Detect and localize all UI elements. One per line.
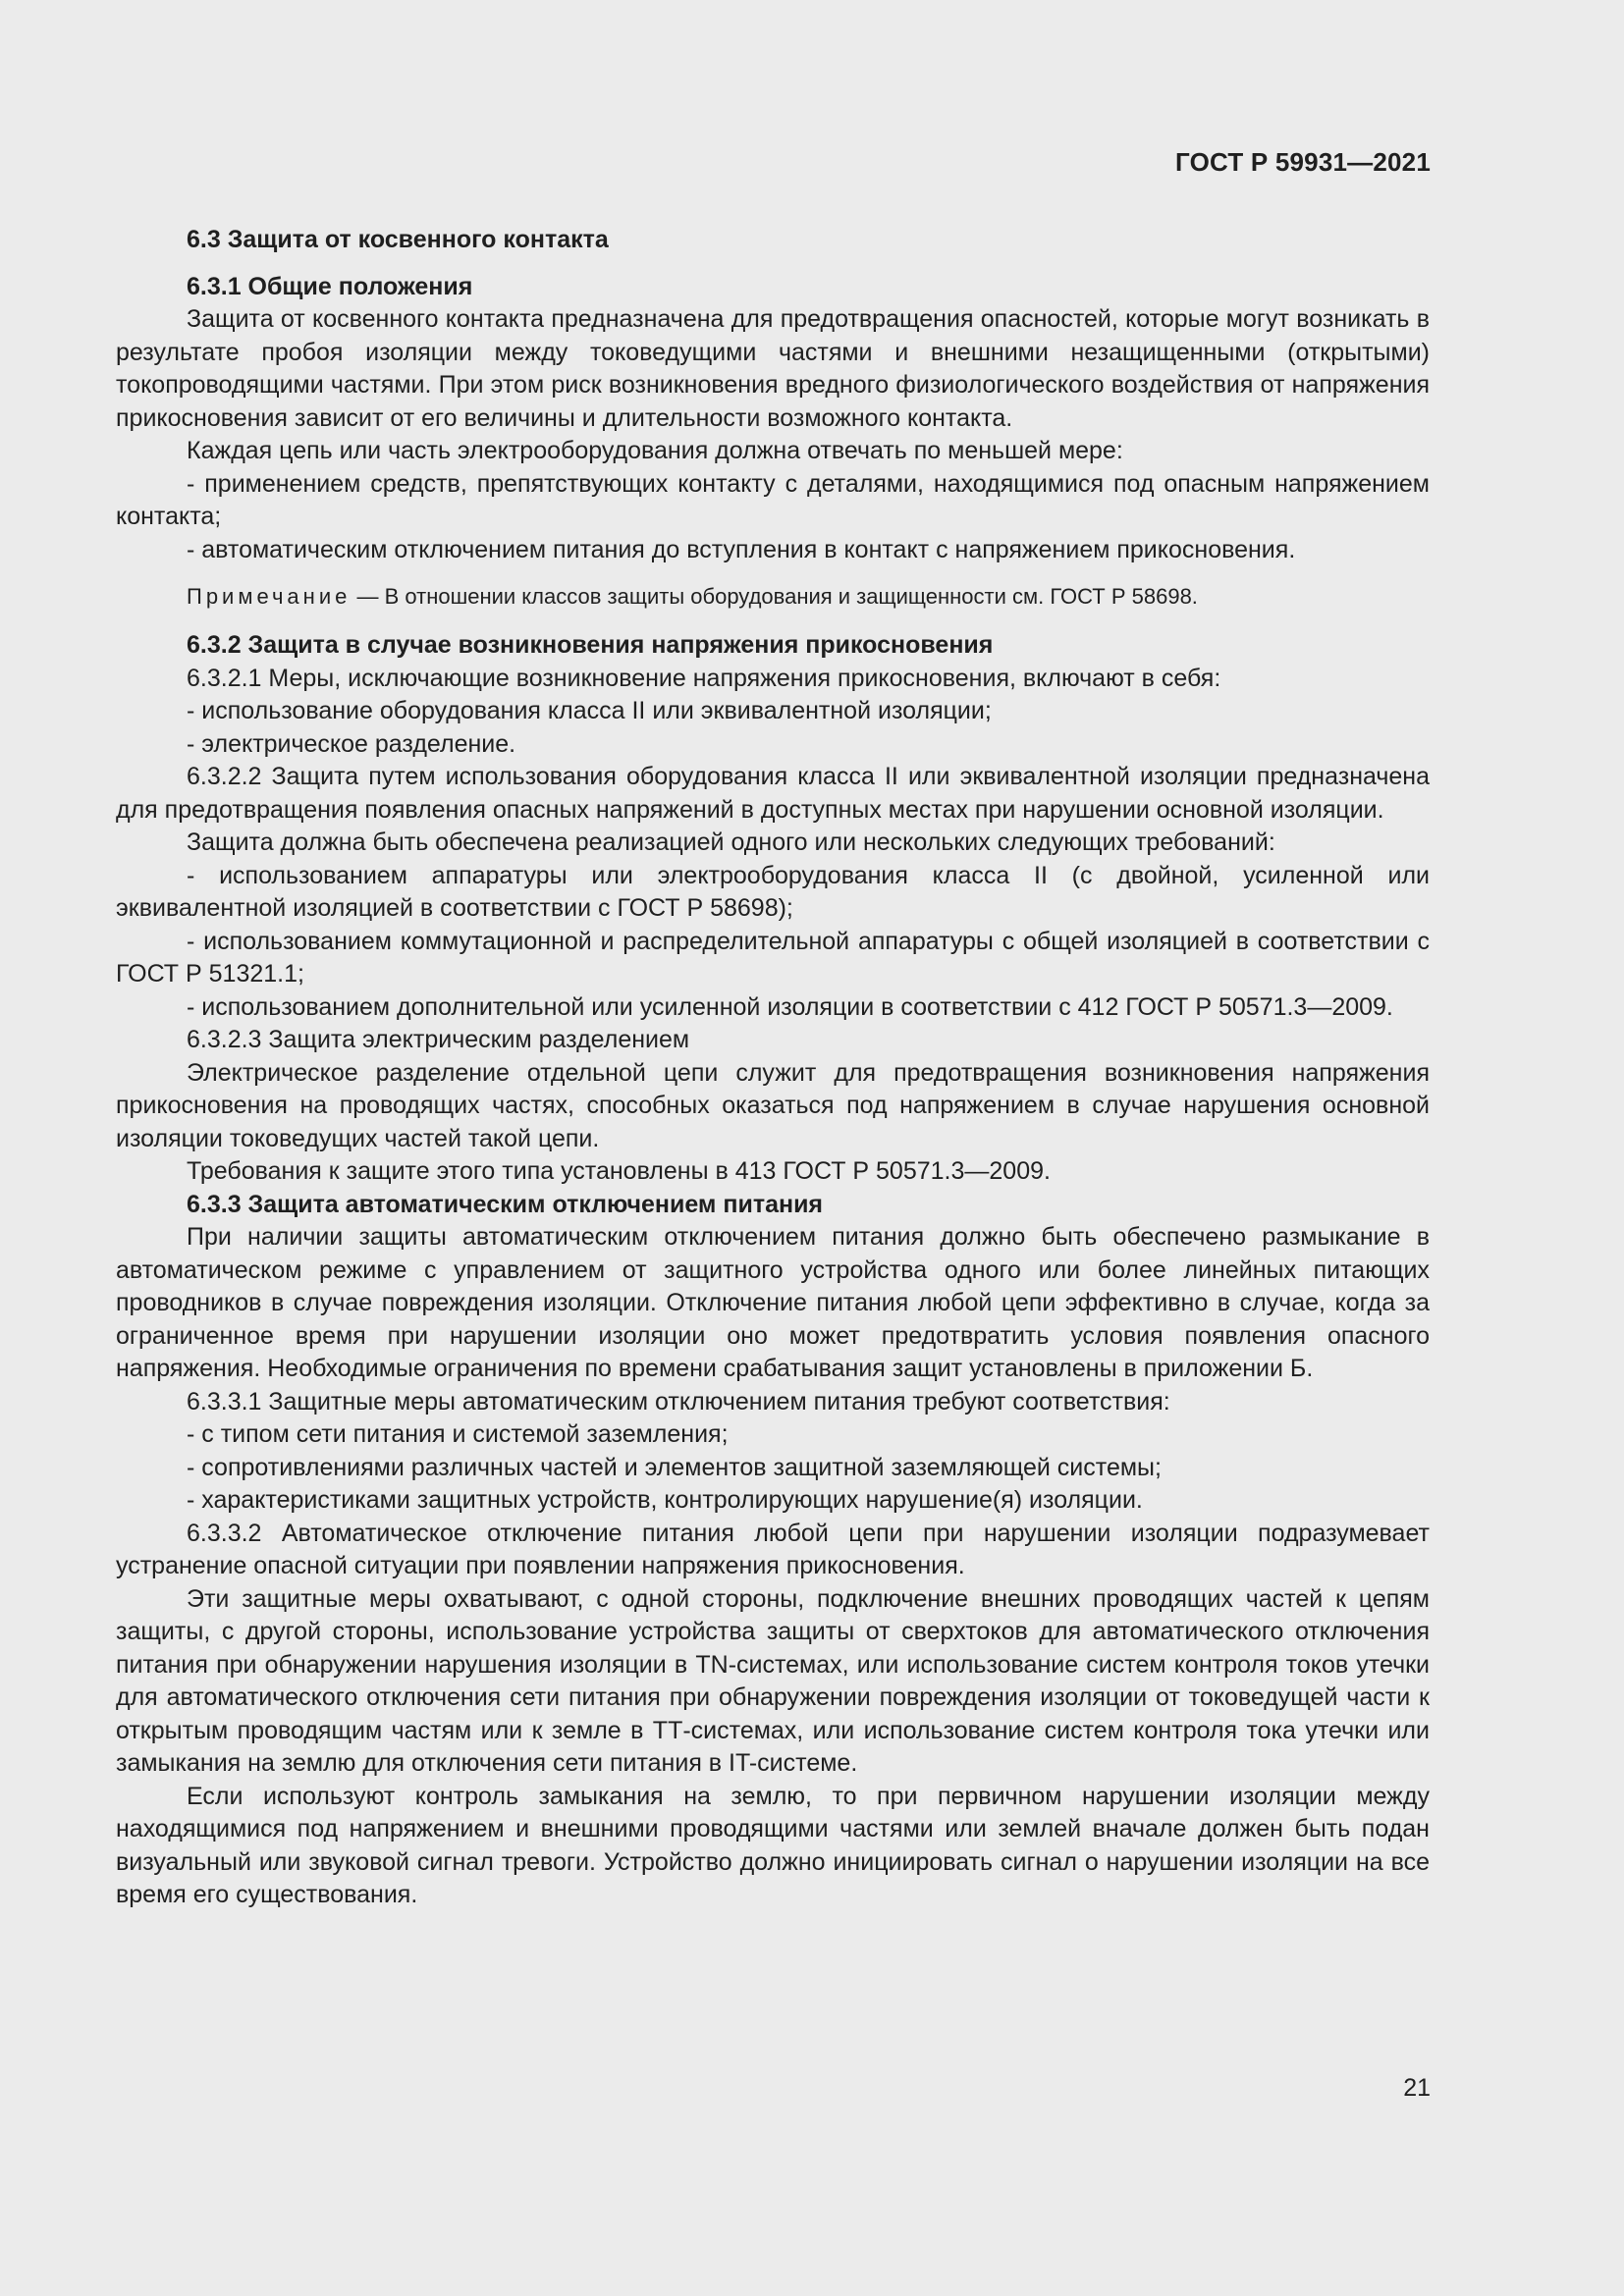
list-item: - применением средств, препятствующих контакту с деталями, находящимися под опасным напряжением контакта; [116, 469, 1430, 530]
list-item: - использование оборудования класса II или эквивалентной изоляции; [187, 697, 992, 724]
list-item: - использованием аппаратуры или электрооборудования класса II (с двойной, усиленной или эквивалентной изоляцией в соответствии с ГОСТ Р 58698); [116, 861, 1430, 922]
page-number: 21 [1403, 2074, 1431, 2102]
note [116, 582, 1430, 612]
paragraph: Эти защитные меры охватывают, с одной стороны, подключение внешних проводящих частей к цепям защиты, с другой стороны, использование устройства защиты от сверхтоков для автоматического отключения питания при обнаружении нарушения изоляции в TN-системах, или использование систем контроля токов утечки для автоматического отключения сети питания при обнаружении повреждения изоляции от токоведущей части к открытым проводящим частям или к земле в ТТ-системах, или использование систем контроля тока утечки или замыкания на землю для отключения сети питания в IT-системе. [116, 1584, 1430, 1777]
list-item: - с типом сети питания и системой заземления; [187, 1420, 729, 1448]
paragraph: Защита от косвенного контакта предназначена для предотвращения опасностей, которые могут возникать в результате пробоя изоляции между токоведущими частями и внешними незащищенными (открытыми) токопроводящими частями. При этом риск возникновения вредного физиологического воздействия от напряжения прикосновения зависит от его величины и длительности возможного контакта. [116, 305, 1430, 432]
paragraph: Электрическое разделение отдельной цепи служит для предотвращения возникновения напряжения прикосновения на проводящих частях, способных оказаться под напряжением в случае нарушения основной изоляции токоведущих частей такой цепи. [116, 1058, 1430, 1152]
paragraph: Каждая цепь или часть электрооборудования должна отвечать по меньшей мере: [187, 437, 1123, 464]
list-item: - автоматическим отключением питания до вступления в контакт с напряжением прикосновения. [187, 535, 1296, 563]
list-item: - использованием дополнительной или усиленной изоляции в соответствии с 412 ГОСТ Р 50571.3—2009. [187, 992, 1393, 1021]
document-number: ГОСТ Р 59931—2021 [1175, 147, 1431, 177]
paragraph: 6.3.3.1 Защитные меры автоматическим отключением питания требуют соответствия: [187, 1387, 1170, 1415]
note-label: Примечание [187, 584, 352, 609]
paragraph: При наличии защиты автоматическим отключением питания должно быть обеспечено размыкание в автоматическом режиме с управлением от защитного устройства одного или более линейных питающих проводников в случае повреждения изоляции. Отключение питания любой цепи эффективно в случае, когда за ограниченное время при нарушении изоляции оно может предотвратить условия появления опасного напряжения. Необходимые ограничения по времени срабатывания защит установлены в приложении Б. [116, 1223, 1430, 1382]
subsection-heading: 6.3.2 Защита в случае возникновения напряжения прикосновения [187, 631, 994, 659]
note-text: — В отношении классов защиты оборудования и защищенности см. ГОСТ Р 58698. [356, 584, 1198, 609]
paragraph: Если используют контроль замыкания на землю, то при первичном нарушении изоляции между находящимися под напряжением и внешними проводящими частями или землей вначале должен быть подан визуальный или звуковой сигнал тревоги. Устройство должно инициировать сигнал о нарушении изоляции на все время его существования. [116, 1782, 1430, 1908]
list-item: - использованием коммутационной и распределительной аппаратуры с общей изоляцией в соответствии с ГОСТ Р 51321.1; [116, 927, 1430, 988]
paragraph: 6.3.3.2 Автоматическое отключение питания любой цепи при нарушении изоляции подразумевает устранение опасной ситуации при появлении напряжения прикосновения. [116, 1519, 1430, 1579]
paragraph: Защита должна быть обеспечена реализацией одного или нескольких следующих требований: [187, 828, 1275, 856]
list-item: - сопротивлениями различных частей и элементов защитной заземляющей системы; [187, 1453, 1162, 1481]
paragraph-heading: 6.3.2.3 Защита электрическим разделением [187, 1026, 690, 1053]
paragraph: Требования к защите этого типа установлены в 413 ГОСТ Р 50571.3—2009. [187, 1157, 1051, 1185]
list-item: - электрическое разделение. [187, 729, 516, 758]
paragraph: 6.3.2.2 Защита путем использования оборудования класса II или эквивалентной изоляции предназначена для предотвращения появления опасных напряжений в доступных местах при нарушении основной изоляции. [116, 763, 1430, 824]
subsection-heading: 6.3.3 Защита автоматическим отключением питания [187, 1190, 824, 1218]
document-body [116, 224, 1430, 1912]
section-heading: 6.3 Защита от косвенного контакта [187, 226, 609, 253]
subsection-heading: 6.3.1 Общие положения [187, 272, 473, 300]
list-item: - характеристиками защитных устройств, контролирующих нарушение(я) изоляции. [187, 1486, 1143, 1514]
paragraph: 6.3.2.1 Меры, исключающие возникновение напряжения прикосновения, включают в себя: [187, 664, 1221, 692]
